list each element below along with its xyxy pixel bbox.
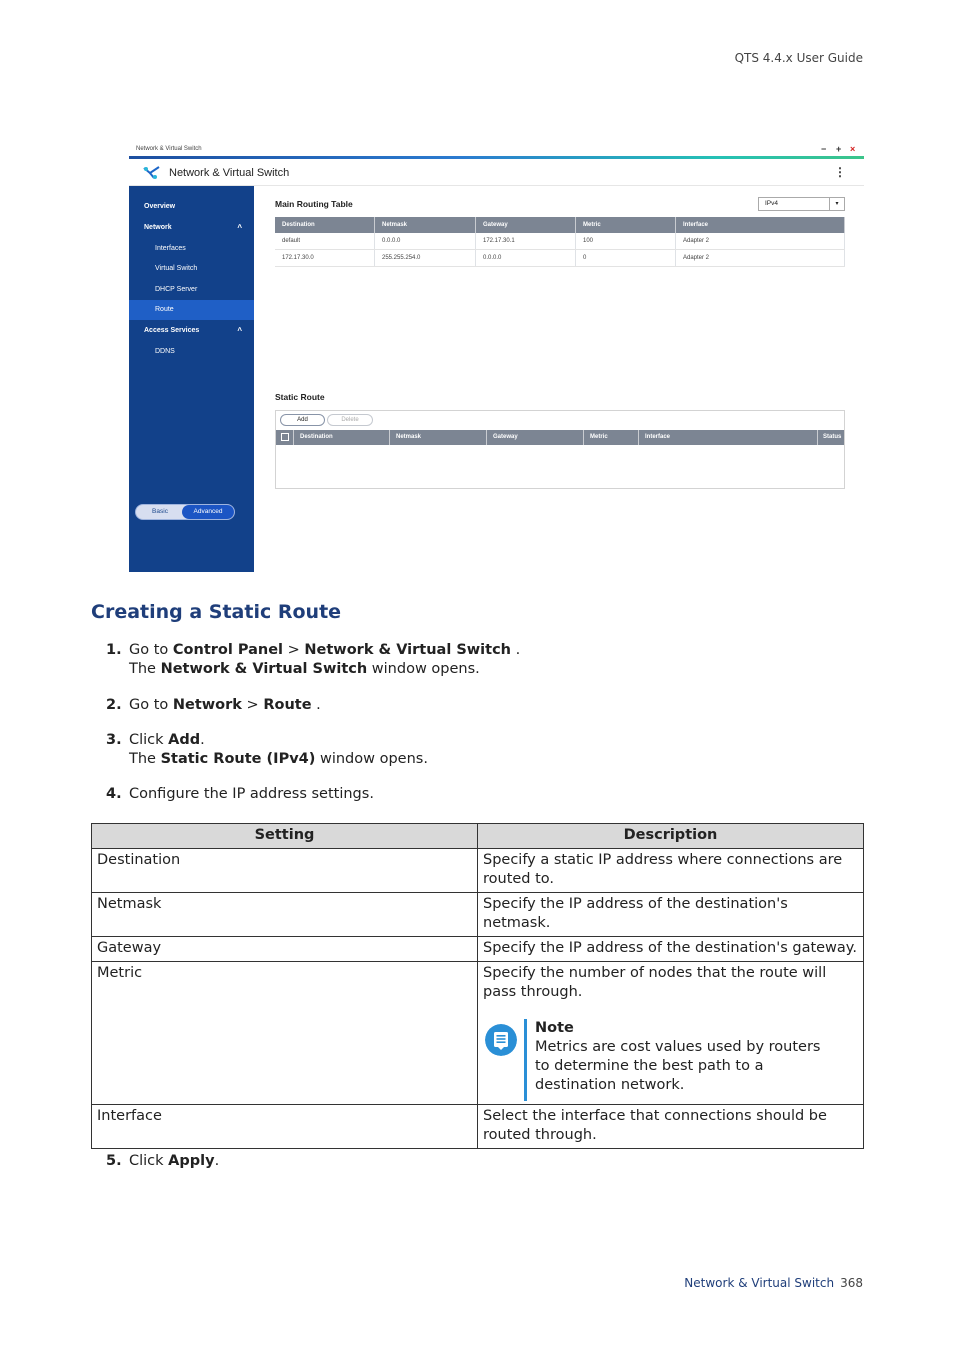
setting-cell: Metric: [92, 962, 478, 1105]
column-header: Gateway: [476, 217, 576, 233]
window-titlebar: [129, 143, 864, 156]
sidebar-item-dhcp-server[interactable]: DHCP Server: [155, 286, 198, 293]
column-header: Metric: [590, 434, 608, 440]
note-title: Note: [535, 1020, 574, 1036]
main-routing-title: Main Routing Table: [275, 199, 353, 209]
mode-toggle[interactable]: [135, 504, 235, 520]
static-route-header: [276, 430, 844, 445]
table-cell: default: [275, 233, 375, 250]
note-divider: [524, 1019, 527, 1101]
page-number: 368: [840, 1276, 863, 1290]
setting-cell: Interface: [92, 1105, 478, 1149]
description-cell: Select the interface that connections should be routed through.: [478, 1105, 864, 1149]
sidebar: [129, 186, 254, 572]
column-header: Status: [823, 434, 842, 440]
table-cell: 172.17.30.1: [476, 233, 576, 250]
static-route-title: Static Route: [275, 392, 325, 402]
sidebar-item-overview[interactable]: Overview: [144, 203, 176, 210]
network-switch-icon: [143, 165, 161, 179]
advanced-mode-option[interactable]: Advanced: [182, 505, 234, 519]
table-cell: 255.255.254.0: [375, 250, 476, 267]
basic-mode-option[interactable]: Basic: [152, 508, 168, 515]
chevron-up-icon: ^: [237, 326, 242, 335]
sidebar-item-interfaces[interactable]: Interfaces: [155, 245, 186, 252]
chevron-up-icon: ^: [237, 223, 242, 232]
description-cell: Specify the IP address of the destination's gateway.: [478, 937, 864, 962]
table-cell: 100: [576, 233, 676, 250]
setting-cell: Netmask: [92, 893, 478, 937]
column-header: Interface: [676, 217, 845, 233]
add-button[interactable]: Add: [280, 414, 325, 426]
page-footer: [684, 1276, 863, 1290]
close-icon[interactable]: ×: [850, 144, 856, 154]
more-menu-icon[interactable]: ⋮: [834, 165, 846, 179]
column-header-description: Description: [478, 824, 864, 849]
table-row[interactable]: [275, 233, 845, 250]
description-cell: Specify the IP address of the destination's netmask.: [478, 893, 864, 937]
sidebar-item-ddns[interactable]: DDNS: [155, 348, 175, 355]
note-text: Metrics are cost values used by routers to determine the best path to a destination network.: [535, 1039, 821, 1093]
setting-cell: Gateway: [92, 937, 478, 962]
description-cell: [478, 962, 864, 1105]
table-row: [92, 937, 864, 962]
column-header-setting: Setting: [92, 824, 478, 849]
description-text: Specify the number of nodes that the route will pass through.: [483, 965, 827, 1000]
footer-chapter: Network & Virtual Switch: [684, 1276, 835, 1290]
sidebar-item-virtual-switch[interactable]: Virtual Switch: [155, 265, 198, 272]
table-row: [92, 893, 864, 937]
section-title: Creating a Static Route: [91, 601, 342, 623]
column-header: Metric: [576, 217, 676, 233]
settings-table: [91, 823, 864, 1149]
sidebar-item-access-services[interactable]: Access Services ^: [129, 321, 254, 341]
window-title: Network & Virtual Switch: [136, 146, 202, 152]
ip-version-value: IPv4: [765, 200, 779, 207]
table-row: [92, 849, 864, 893]
main-routing-table: [275, 217, 845, 267]
note-callout: [483, 1019, 857, 1101]
table-cell: 0: [576, 250, 676, 267]
maximize-icon[interactable]: +: [836, 144, 842, 154]
page-header: QTS 4.4.x User Guide: [734, 51, 863, 65]
column-header: Netmask: [375, 217, 476, 233]
column-header: Interface: [645, 434, 671, 440]
table-cell: Adapter 2: [676, 233, 845, 250]
minimize-icon[interactable]: −: [821, 144, 827, 154]
column-header: Gateway: [493, 434, 518, 440]
app-title: Network & Virtual Switch: [169, 167, 290, 179]
note-icon: [485, 1024, 517, 1056]
table-row: [92, 962, 864, 1105]
table-cell: Adapter 2: [676, 250, 845, 267]
table-cell: 172.17.30.0: [275, 250, 375, 267]
column-header: Destination: [300, 434, 333, 440]
delete-button[interactable]: Delete: [327, 414, 373, 426]
app-header: [129, 159, 864, 186]
sidebar-item-network[interactable]: Network ^: [129, 218, 254, 238]
sidebar-item-route[interactable]: Route: [129, 300, 254, 320]
table-row[interactable]: [275, 250, 845, 267]
setting-cell: Destination: [92, 849, 478, 893]
table-cell: 0.0.0.0: [375, 233, 476, 250]
app-screenshot: [129, 143, 864, 572]
table-cell: 0.0.0.0: [476, 250, 576, 267]
chevron-down-icon: ▾: [829, 198, 844, 210]
column-header: Destination: [275, 217, 375, 233]
ip-version-select[interactable]: [758, 197, 845, 211]
table-row: [92, 1105, 864, 1149]
description-cell: Specify a static IP address where connections are routed to.: [478, 849, 864, 893]
column-header: Netmask: [396, 434, 422, 440]
select-all-checkbox[interactable]: [281, 433, 289, 441]
static-route-panel: [275, 410, 845, 489]
